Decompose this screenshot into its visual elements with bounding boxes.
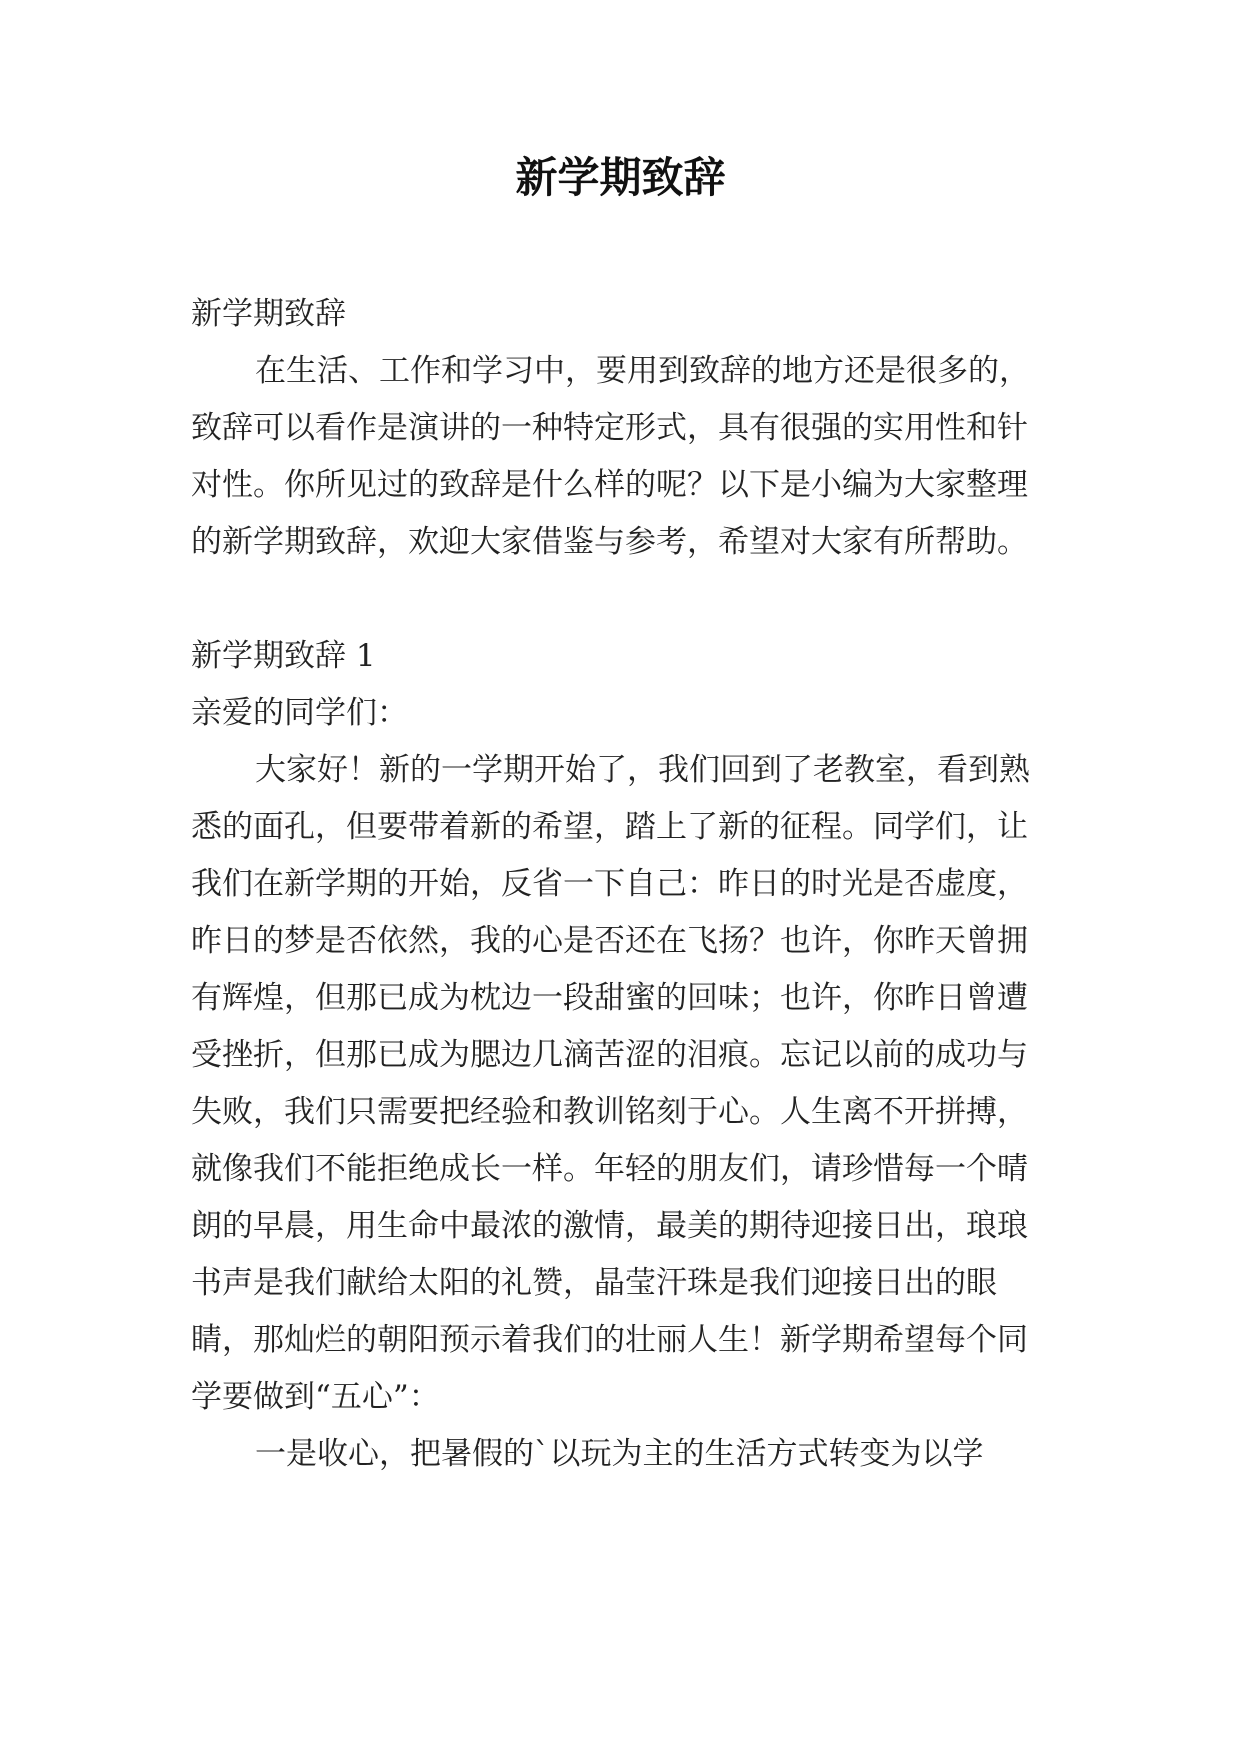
intro-paragraph: 在生活、工作和学习中，要用到致辞的地方还是很多的，致辞可以看作是演讲的一种特定形式，具有很强的实用性和针对性。你所见过的致辞是什么样的呢？以下是小编为大家整理的新学期致辞，欢迎大家借鉴与参考，希望对大家有所帮助。 (191, 353, 1030, 560)
section-heading: 新学期致辞 1 (191, 638, 376, 674)
body-paragraph: 大家好！新的一学期开始了，我们回到了老教室，看到熟悉的面孔，但要带着新的希望，踏上了新的征程。同学们，让我们在新学期的开始，反省一下自己：昨日的时光是否虚度，昨日的梦是否依然，我的心是否还在飞扬？也许，你昨天曾拥有辉煌，但那已成为枕边一段甜蜜的回味；也许，你昨日曾遭受挫折，但那已成为腮边几滴苦涩的泪痕。忘记以前的成功与失败，我们只需要把经验和教训铭刻于心。人生离不开拼搏，就像我们不能拒绝成长一样。年轻的朋友们，请珍惜每一个晴朗的早晨，用生命中最浓的激情，最美的期待迎接日出，琅琅书声是我们献给太阳的礼赞，晶莹汗珠是我们迎接日出的眼睛，那灿烂的朝阳预示着我们的壮丽人生！新学期希望每个同学要做到“五心”： (191, 752, 1030, 1415)
document-body (191, 286, 1053, 1483)
document-subtitle: 新学期致辞 (191, 296, 346, 332)
paragraph-gap (191, 571, 1053, 628)
document-title: 新学期致辞 (515, 153, 726, 202)
point-one-paragraph: 一是收心，把暑假的`以玩为主的生活方式转变为以学 (255, 1436, 984, 1472)
salutation: 亲爱的同学们： (191, 695, 408, 731)
